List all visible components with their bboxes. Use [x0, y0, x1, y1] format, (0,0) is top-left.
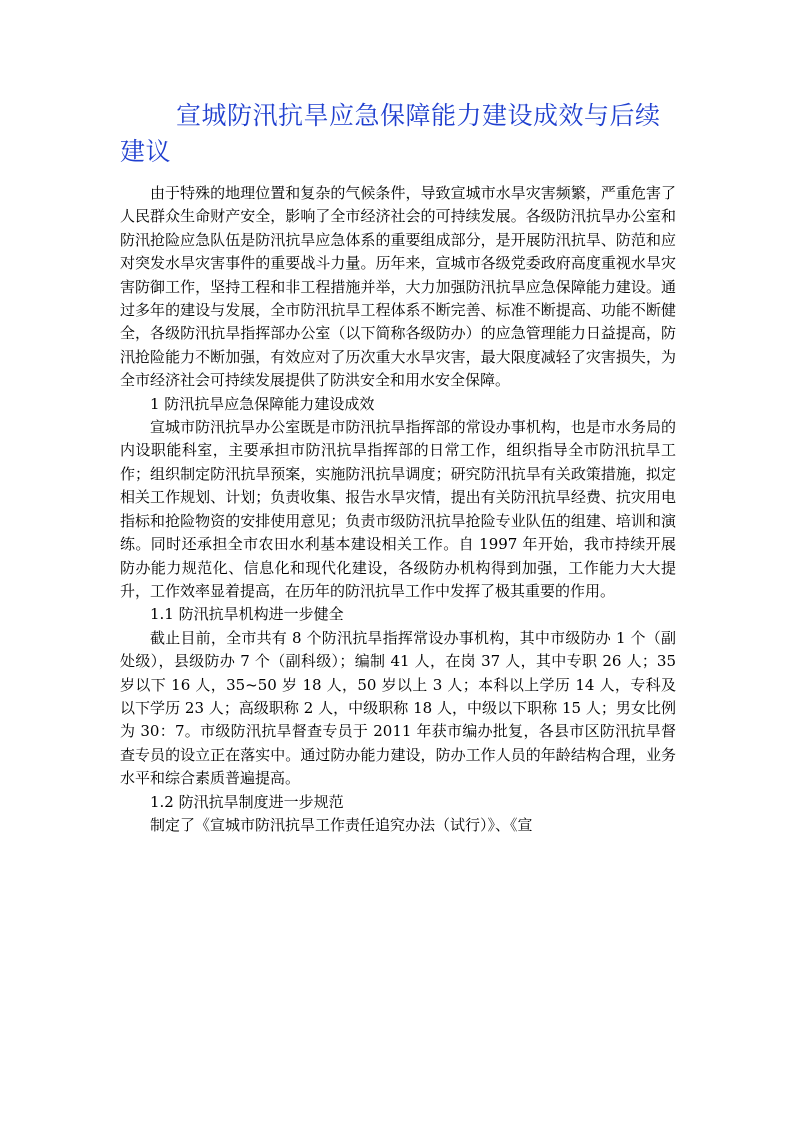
- document-title: 宣城防汛抗旱应急保障能力建设成效与后续建议: [120, 101, 661, 166]
- document-body: [120, 182, 676, 837]
- paragraph-section-1-2: 制定了《宣城市防汛抗旱工作责任追究办法（试行）》、《宣: [150, 815, 533, 834]
- section-heading-1-2: 1.2 防汛抗旱制度进一步规范: [150, 792, 344, 811]
- paragraph-section-1-1: 截止目前，全市共有 8 个防汛抗旱指挥常设办事机构，其中市级防办 1 个（副处级），县级防办 7 个（副科级）；编制 41 人，在岗 37 人，其中专职 26 人；35 岁以下 16 人，35~50 岁 18 人，50 岁以上 3 人；本科以上学历 14 人，专科及以下学历 23 人；高级职称 2 人，中级职称 18 人，中级以下职称 15 人；男女比例为 30：7。市级防汛抗旱督查专员于 2011 年获市编办批复，各县市区防汛抗旱督查专员的设立正在落实中。通过防办能力建设，防办工作人员的年龄结构合理，业务水平和综合素质普遍提高。: [120, 628, 676, 788]
- paragraph-section-1: 宣城市防汛抗旱办公室既是市防汛抗旱指挥部的常设办事机构，也是市水务局的内设职能科室，主要承担市防汛抗旱指挥部的日常工作，组织指导全市防汛抗旱工作；组织制定防汛抗旱预案，实施防汛抗旱调度；研究防汛抗旱有关政策措施，拟定相关工作规划、计划；负责收集、报告水旱灾情，提出有关防汛抗旱经费、抗灾用电指标和抢险物资的安排使用意见；负责市级防汛抗旱抢险专业队伍的组建、培训和演练。同时还承担全市农田水利基本建设相关工作。自 1997 年开始，我市持续开展防办能力规范化、信息化和现代化建设，各级防办机构得到加强，工作能力大大提升，工作效率显着提高，在历年的防汛抗旱工作中发挥了极其重要的作用。: [120, 418, 676, 600]
- section-heading-1: 1 防汛抗旱应急保障能力建设成效: [150, 394, 375, 413]
- paragraph-intro: 由于特殊的地理位置和复杂的气候条件，导致宣城市水旱灾害频繁，严重危害了人民群众生命财产安全，影响了全市经济社会的可持续发展。各级防汛抗旱办公室和防汛抢险应急队伍是防汛抗旱应急体系的重要组成部分，是开展防汛抗旱、防范和应对突发水旱灾害事件的重要战斗力量。历年来，宣城市各级党委政府高度重视水旱灾害防御工作，坚持工程和非工程措施并举，大力加强防汛抗旱应急保障能力建设。通过多年的建设与发展，全市防汛抗旱工程体系不断完善、标准不断提高、功能不断健全，各级防汛抗旱指挥部办公室（以下简称各级防办）的应急管理能力日益提高，防汛抢险能力不断加强，有效应对了历次重大水旱灾害，最大限度减轻了灾害损失，为全市经济社会可持续发展提供了防洪安全和用水安全保障。: [120, 184, 676, 390]
- section-heading-1-1: 1.1 防汛抗旱机构进一步健全: [150, 605, 344, 624]
